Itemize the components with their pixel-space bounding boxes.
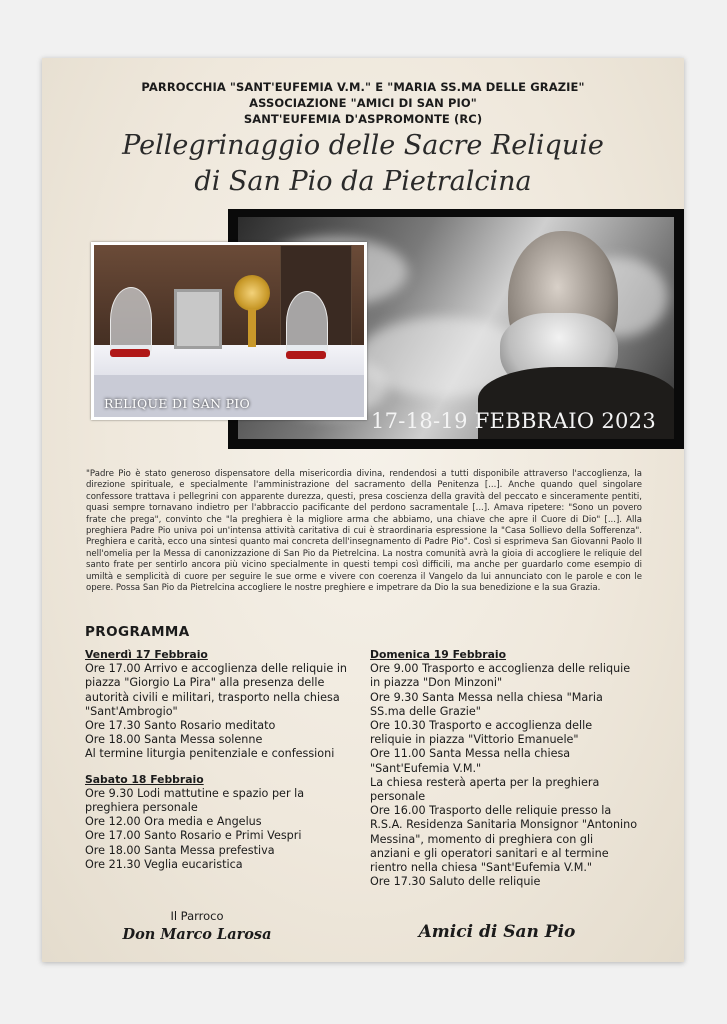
program-line: personale — [370, 790, 426, 804]
parroco-signature: Don Marco Larosa — [122, 926, 272, 943]
program-line: anziani e gli operatori sanitari e al termine — [370, 846, 609, 860]
day-heading: Domenica 19 Febbraio — [370, 648, 507, 661]
day-heading: Sabato 18 Febbraio — [85, 772, 204, 786]
program-line: SS.ma delle Grazie" — [370, 704, 481, 718]
program-line: reliquie in piazza "Vittorio Emanuele" — [370, 733, 579, 747]
program-line: in piazza "Don Minzoni" — [370, 676, 503, 690]
program-line: Al termine liturgia penitenziale e confessioni — [85, 747, 335, 761]
program-line: preghiera personale — [85, 801, 198, 815]
parroco-label: Il Parroco — [170, 909, 224, 923]
program-line: Ore 17.00 Santo Rosario e Primi Vespri — [85, 829, 302, 843]
program-line: piazza "Giorgio La Pira" alla presenza delle — [85, 676, 325, 690]
program-left-column — [85, 648, 375, 872]
program-line: Ore 18.00 Santa Messa prefestiva — [85, 843, 275, 857]
association-signature: Amici di San Pio — [418, 922, 576, 942]
title-line-1: Pellegrinaggio delle Sacre Reliquie — [122, 130, 604, 161]
day-heading: Venerdì 17 Febbraio — [85, 648, 208, 661]
header-parish: PARROCCHIA "SANT'EUFEMIA V.M." E "MARIA SS.MA DELLE GRAZIE" — [141, 80, 585, 94]
relics-photo — [91, 242, 367, 420]
program-line: Ore 17.00 Arrivo e accoglienza delle reliquie in — [85, 662, 348, 676]
intro-paragraph: "Padre Pio è stato generoso dispensatore della misericordia divina, rendendosi a tutti disponibile attraverso l'accoglienza, la direzione spirituale, e specialmente l'amministrazione del sacramento della Penitenza [...]. Anche quando quel singolare confessore trattava i pellegrini con apparente durezza, questi, presa coscienza della gravità del peccato e sinceramente pentiti, quasi sempre tornavano indietro per l'abbraccio pacificante del perdono sacramentale [...]. Amava ripetere: "Sono un povero frate che prega", convinto che "la preghiera è la migliore arma che abbiamo, una chiave che apre il Cuore di Dio" [...]. Alla preghiera Padre Pio univa poi un'intensa attività caritativa di cui è straordinaria espressione la "Casa Sollievo della Sofferenza". Preghiera e carità, ecco una sintesi quanto mai concreta dell'insegnamento di Padre Pio". Così si esprimeva San Giovanni Paolo II nell'omelia per la Messa di canonizzazione di San Pio da Pietrelcina. La nostra comunità avrà la gioia di accogliere le reliquie del santo frate per sentirlo ancora più vicino specialmente in questi tempi così difficili, ma anche per guardarlo come esempio di umiltà e semplicità di cuore per seguire le sue orme e vivere con coerenza il Vangelo da lui annunciato con le parole e con le opere. Possa San Pio da Pietrelcina accogliere le nostre preghiere e impetrare da Dio la sua benedizione e la sua Grazia. — [86, 469, 642, 594]
program-line: Ore 18.00 Santa Messa solenne — [85, 733, 263, 747]
program-line: Ore 11.00 Santa Messa nella chiesa — [370, 747, 571, 761]
poster-sheet — [42, 58, 684, 962]
program-line: Ore 12.00 Ora media e Angelus — [85, 815, 262, 829]
program-line: rientro nella chiesa "Sant'Eufemia V.M." — [370, 861, 593, 875]
header-town: SANT'EUFEMIA D'ASPROMONTE (RC) — [243, 112, 483, 126]
program-line: Ore 9.00 Trasporto e accoglienza delle reliquie — [370, 662, 631, 676]
program-right-column — [370, 648, 670, 889]
program-line: Ore 9.30 Santa Messa nella chiesa "Maria — [370, 690, 603, 704]
program-line: "Sant'Ambrogio" — [85, 704, 178, 718]
program-line: Ore 21.30 Veglia eucaristica — [85, 857, 243, 871]
program-line: autorità civili e militari, trasporto nella chiesa — [85, 690, 340, 704]
header-association: ASSOCIAZIONE "AMICI DI SAN PIO" — [249, 96, 477, 110]
program-line: Messina", momento di preghiera con gli — [370, 832, 594, 846]
program-line: La chiesa resterà aperta per la preghiera — [370, 775, 600, 789]
program-line: Ore 17.30 Saluto delle reliquie — [370, 875, 541, 889]
program-line: Ore 17.30 Santo Rosario meditato — [85, 719, 276, 733]
program-line: R.S.A. Residenza Sanitaria Monsignor "Antonino — [370, 818, 638, 832]
event-date: 17-18-19 FEBBRAIO 2023 — [370, 409, 656, 433]
program-heading: PROGRAMMA — [85, 624, 190, 640]
program-line: Ore 16.00 Trasporto delle reliquie presso la — [370, 804, 612, 818]
program-line: Ore 10.30 Trasporto e accoglienza delle — [370, 719, 593, 733]
program-line: "Sant'Eufemia V.M." — [370, 761, 482, 775]
relics-caption: RELIQUE DI SAN PIO — [104, 396, 251, 411]
title-line-2: di San Pio da Pietralcina — [194, 166, 532, 197]
program-line: Ore 9.30 Lodi mattutine e spazio per la — [85, 786, 305, 800]
